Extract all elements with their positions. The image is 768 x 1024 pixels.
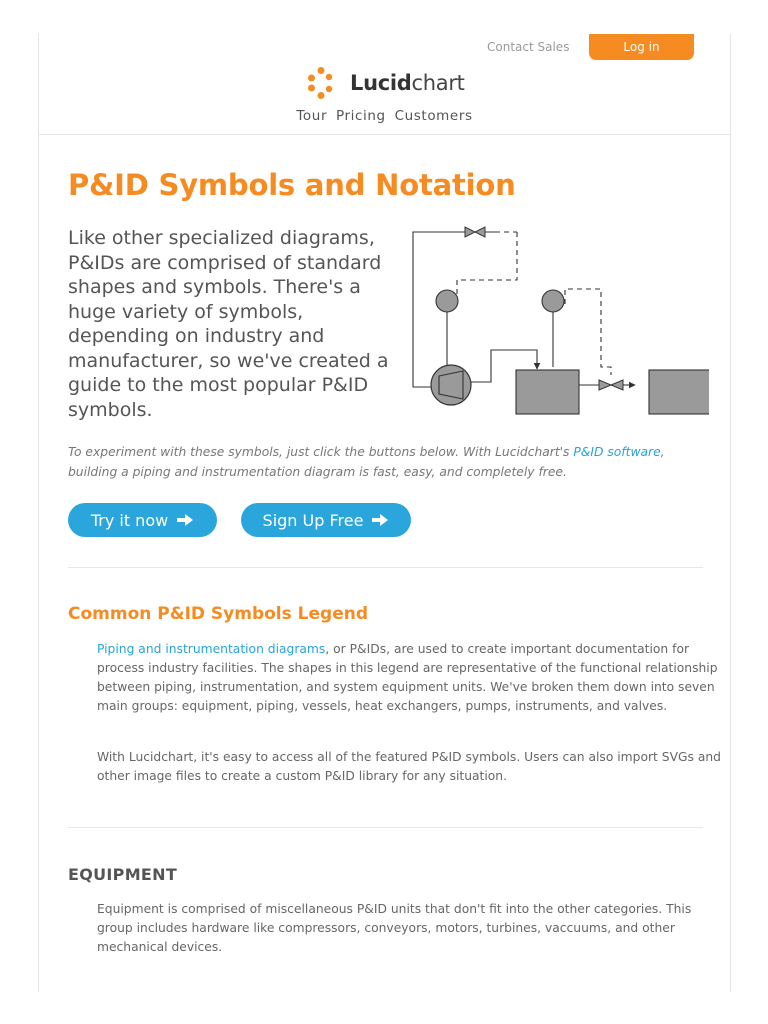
nav-pricing[interactable]: Pricing <box>336 108 386 124</box>
sign-up-free-button[interactable]: Sign Up Free <box>241 503 411 537</box>
header-divider <box>39 134 730 135</box>
legend-heading: Common P&ID Symbols Legend <box>68 604 369 624</box>
login-button[interactable]: Log in <box>589 34 694 60</box>
contact-sales-link[interactable]: Contact Sales <box>487 40 570 54</box>
intro-text: Like other specialized diagrams, P&IDs are comprised of standard shapes and symbols. There's a huge variety of symbols, depending on industry and manufacturer, so we've created a guide to the most popular P&ID symbols. <box>68 227 389 421</box>
nav-customers[interactable]: Customers <box>394 108 473 124</box>
equipment-paragraph: Equipment is comprised of miscellaneous P&ID units that don't fit into the other categories. This group includes hardware like compressors, conveyors, motors, turbines, vaccuums, and other mechanical devices. <box>97 902 692 954</box>
nav-tour[interactable]: Tour <box>296 108 328 124</box>
section-divider <box>68 827 703 828</box>
page-frame <box>38 34 731 992</box>
lucidchart-logo[interactable] <box>307 66 465 100</box>
section-divider <box>68 567 703 568</box>
lucidchart-logo-icon <box>307 66 341 100</box>
try-it-now-button[interactable]: Try it now <box>68 503 217 537</box>
page-title: P&ID Symbols and Notation <box>68 168 516 202</box>
experiment-note: To experiment with these symbols, just click the buttons below. With Lucidchart's P&ID software, building a piping and instrumentation diagram is fast, easy, and completely free. <box>68 445 665 479</box>
equipment-heading: EQUIPMENT <box>68 865 178 884</box>
arrow-right-icon <box>371 513 389 527</box>
pid-software-link[interactable]: P&ID software <box>573 445 661 459</box>
pid-diagram-illustration <box>409 222 709 418</box>
legend-paragraph-2: With Lucidchart, it's easy to access all of the featured P&ID symbols. Users can also import SVGs and other image files to create a custom P&ID library for any situation. <box>97 750 721 783</box>
legend-paragraph-1: Piping and instrumentation diagrams, or P&IDs, are used to create important documentation for process industry facilities. The shapes in this legend are representative of the functional relationship between piping, instrumentation, and system equipment units. We've broken them down into seven main groups: equipment, piping, vessels, heat exchangers, pumps, instruments, and valves. <box>97 642 718 713</box>
pid-diagrams-link[interactable]: Piping and instrumentation diagrams <box>97 642 326 656</box>
main-nav <box>39 108 730 124</box>
arrow-right-icon <box>176 513 194 527</box>
logo-wordmark: Lucidchart <box>350 71 465 95</box>
